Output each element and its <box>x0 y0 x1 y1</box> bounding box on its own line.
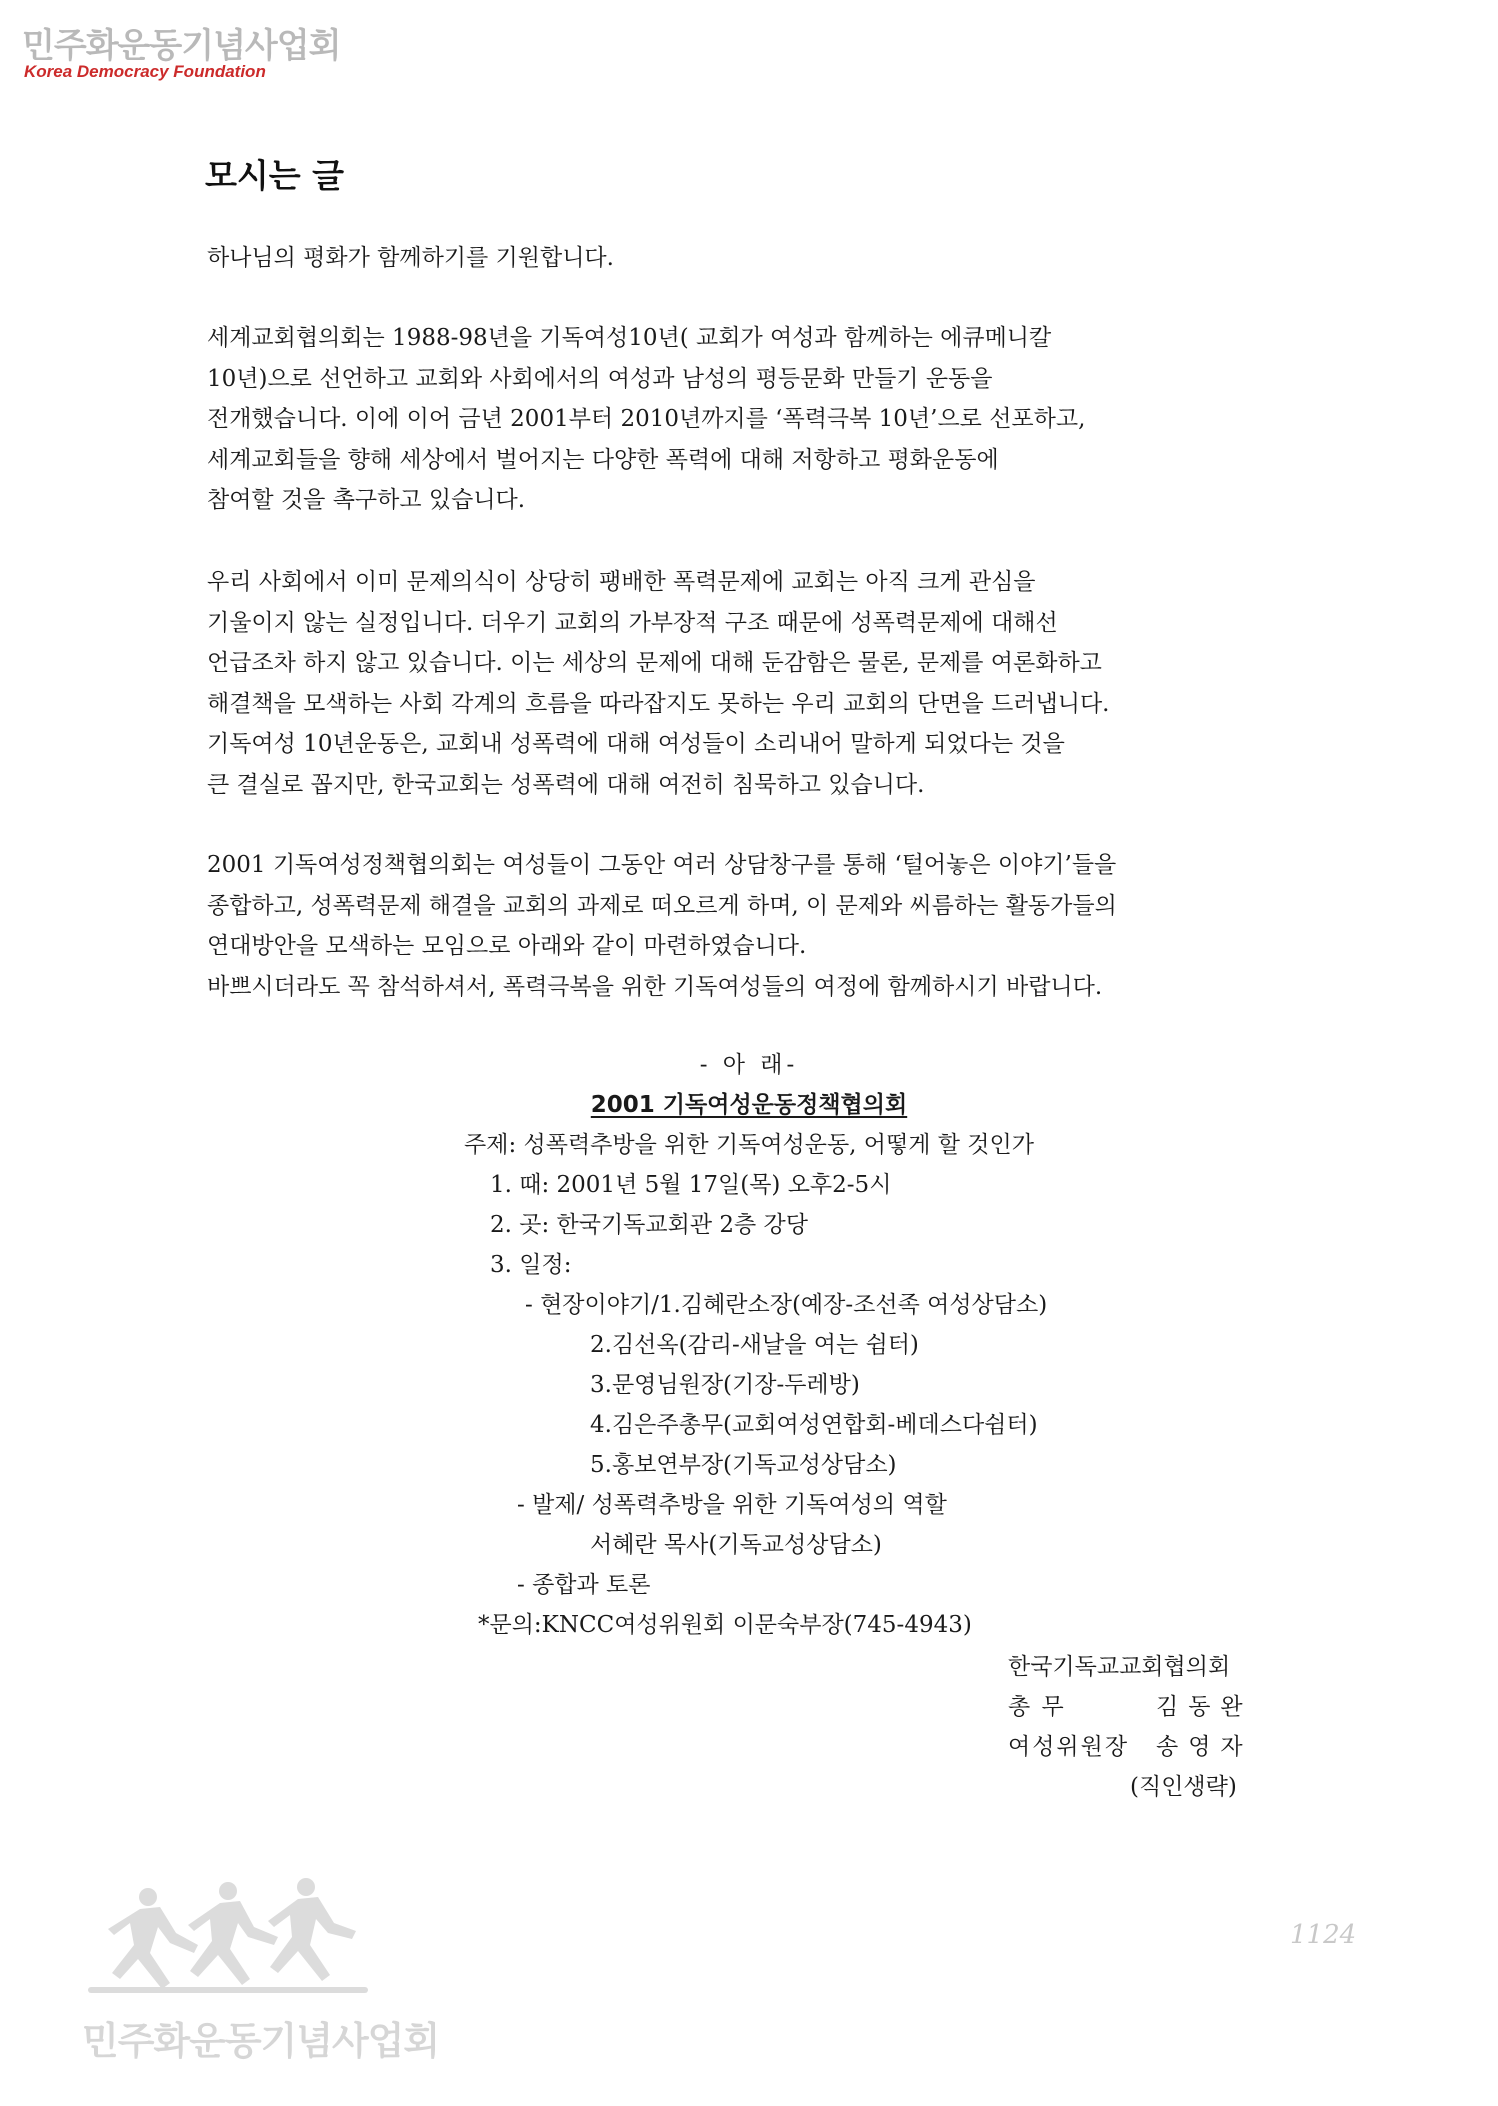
signature-role: 여성위원장 <box>1008 1734 1130 1760</box>
signature-name: 송영자 <box>1156 1734 1253 1760</box>
signature-line-1 <box>1008 1687 1308 1727</box>
paragraph-line: 참여할 것을 촉구하고 있습니다. <box>207 487 526 513</box>
speaker-item: 5.홍보연부장(기독교성상담소) <box>590 1452 897 1478</box>
presenter: 서혜란 목사(기독교성상담소) <box>590 1532 882 1558</box>
signature-org: 한국기독교교회협의회 <box>1008 1654 1231 1680</box>
paragraph-line: 10년)으로 선언하고 교회와 사회에서의 여성과 남성의 평등문화 만들기 운동을 <box>207 365 993 392</box>
signature-name: 김동완 <box>1156 1694 1253 1720</box>
speaker-item: 4.김은주총무(교회여성연합회-베데스다쉼터) <box>590 1412 1038 1438</box>
paragraph-line: 언급조차 하지 않고 있습니다. 이는 세상의 문제에 대해 둔감함은 물론, 문제를 여론화하고 <box>207 650 1102 676</box>
meeting-place: 2. 곳: 한국기독교회관 2층 강당 <box>490 1212 808 1238</box>
paragraph-line: 2001 기독여성정책협의회는 여성들이 그동안 여러 상담창구를 통해 ‘털어놓은 이야기’들을 <box>207 852 1117 878</box>
schedule-field-story: - 현장이야기/1.김혜란소장(예장-조선족 여성상담소) <box>525 1292 1048 1318</box>
running-figures-logo-icon <box>78 1875 378 2005</box>
watermark-org-name-bottom: 민주화운동기념사업회 <box>82 2019 440 2063</box>
signature-line-2 <box>1008 1727 1308 1767</box>
signature-role: 총 무 <box>1008 1694 1066 1720</box>
paragraph-line: 전개했습니다. 이에 이어 금년 2001부터 2010년까지를 ‘폭력극복 10년’으로 선포하고, <box>207 406 1086 432</box>
paragraph-line: 해결책을 모색하는 사회 각계의 흐름을 따라잡지도 못하는 우리 교회의 단면을 드러냅니다. <box>207 690 1110 717</box>
schedule-label: 3. 일정: <box>490 1252 572 1278</box>
greeting-paragraph <box>207 238 1307 279</box>
paragraph-line: 기독여성 10년운동은, 교회내 성폭력에 대해 여성들이 소리내어 말하게 되었다는 것을 <box>207 731 1065 757</box>
wcc-paragraph <box>207 318 1307 521</box>
watermark-org-name-english: Korea Democracy Foundation <box>24 62 266 81</box>
seal-omitted-note: (직인생략) <box>1130 1774 1237 1800</box>
invitation-paragraph <box>207 845 1307 1007</box>
meeting-topic: 주제: 성폭력추방을 위한 기독여성운동, 어떻게 할 것인가 <box>464 1132 1034 1158</box>
meeting-name: 2001 기독여성운동정책협의회 <box>590 1092 908 1118</box>
paragraph-line: 종합하고, 성폭력문제 해결을 교회의 과제로 떠오르게 하며, 이 문제와 씨름하는 활동가들의 <box>207 892 1117 919</box>
schedule-presentation: - 발제/ 성폭력추방을 위한 기독여성의 역할 <box>517 1492 947 1518</box>
paragraph-line: 기울이지 않는 실정입니다. 더우기 교회의 가부장적 구조 때문에 성폭력문제에 대해선 <box>207 609 1058 636</box>
notice-heading: - 아 래- <box>699 1052 799 1078</box>
paragraph-line: 큰 결실로 꼽지만, 한국교회는 성폭력에 대해 여전히 침묵하고 있습니다. <box>207 771 925 798</box>
schedule-discussion: - 종합과 토론 <box>517 1572 651 1598</box>
paragraph-line: 세계교회들을 향해 세상에서 벌어지는 다양한 폭력에 대해 저항하고 평화운동에 <box>207 446 999 473</box>
paragraph-line: 세계교회협의회는 1988-98년을 기독여성10년( 교회가 여성과 함께하는 에큐메니칼 <box>207 325 1052 351</box>
meeting-time: 1. 때: 2001년 5월 17일(목) 오후2-5시 <box>490 1172 892 1198</box>
document-title: 모시는 글 <box>205 156 345 195</box>
contact-info: *문의:KNCC여성위원회 이문숙부장(745-4943) <box>478 1612 972 1638</box>
watermark-org-name-korean: 민주화운동기념사업회 <box>22 26 341 66</box>
paragraph-line: 바쁘시더라도 꼭 참석하셔서, 폭력극복을 위한 기독여성들의 여정에 함께하시기 바랍니다. <box>207 973 1103 1000</box>
paragraph-line: 우리 사회에서 이미 문제의식이 상당히 팽배한 폭력문제에 교회는 아직 크게 관심을 <box>207 569 1036 595</box>
handwritten-page-mark: 1124 <box>1290 1920 1357 1950</box>
speaker-item: 3.문영님원장(기장-두레방) <box>590 1372 860 1398</box>
paragraph-line: 연대방안을 모색하는 모임으로 아래와 같이 마련하였습니다. <box>207 933 807 959</box>
speaker-item: 2.김선옥(감리-새날을 여는 쉼터) <box>590 1332 919 1358</box>
paragraph-line: 하나님의 평화가 함께하기를 기원합니다. <box>207 245 614 271</box>
church-violence-paragraph <box>207 562 1307 805</box>
